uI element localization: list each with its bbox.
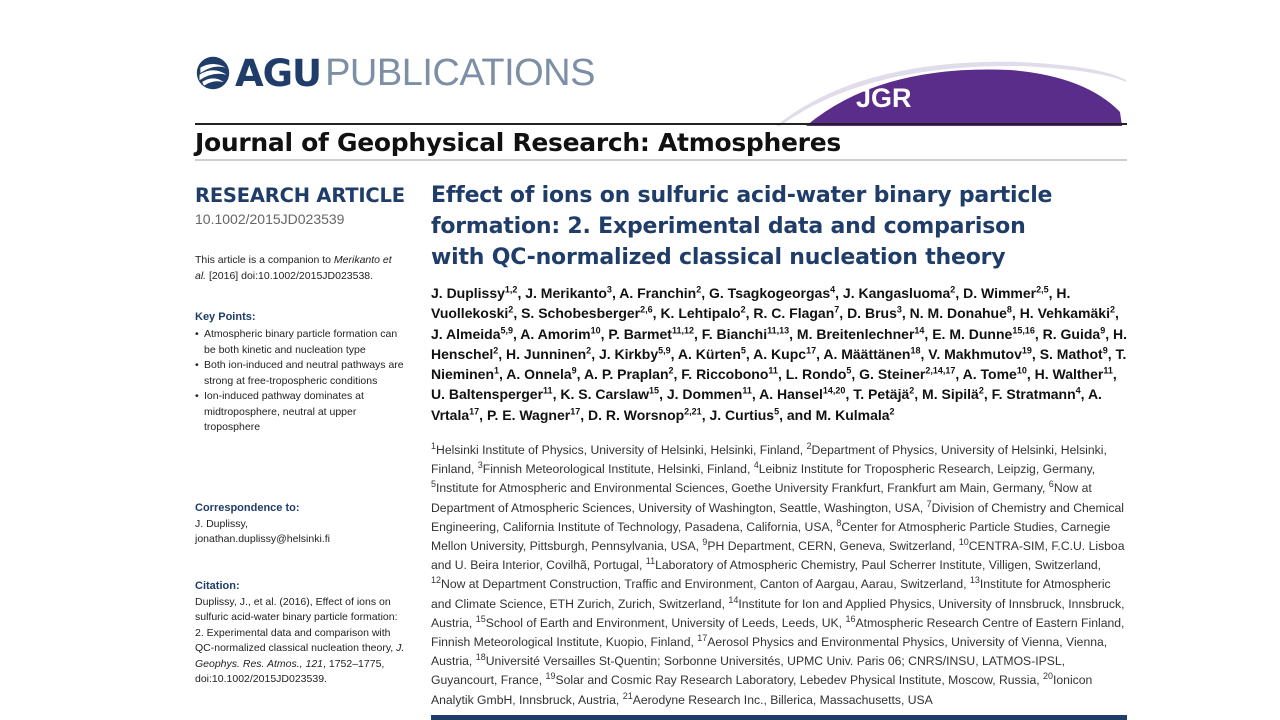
- author-name: A. Hansel: [759, 386, 823, 403]
- author-affiliation-mark: 19: [1021, 345, 1032, 356]
- author-affiliation-mark: 11: [768, 365, 778, 376]
- citation-heading: Citation:: [195, 580, 240, 592]
- citation: [195, 579, 405, 688]
- author-affiliation-mark: 2: [508, 304, 514, 315]
- author[interactable]: [506, 366, 576, 382]
- affiliation-number: 14: [728, 594, 739, 605]
- citation-journal: J. Geophys. Res. Atmos., 121: [195, 642, 405, 670]
- affiliation-text: Université Versailles St-Quentin; Sorbonne Universités, UPMC Univ. Paris 06; CNRS/INSU, LATMOS-IPSL, Guyancourt, France,: [431, 654, 1066, 688]
- author[interactable]: [678, 346, 746, 362]
- citation-body: [195, 595, 405, 688]
- author-affiliation-mark: 5,9: [658, 345, 671, 356]
- affiliation-text: Atmospheric Research Centre of Eastern Finland, Finnish Meteorological Institute, Kuopio, Finland,: [431, 615, 1125, 650]
- article-type: RESEARCH ARTICLE: [195, 184, 405, 207]
- author[interactable]: [1035, 366, 1113, 382]
- author-name: H. Junninen: [506, 345, 587, 362]
- affiliation-number: 4: [753, 460, 759, 471]
- author[interactable]: [560, 386, 659, 402]
- author-affiliation-mark: 5: [740, 345, 746, 356]
- author-name: M. Kulmala: [815, 406, 890, 423]
- author-name: S. Mathot: [1039, 345, 1103, 362]
- companion-note: [195, 252, 405, 284]
- article-doi[interactable]: 10.1002/2015JD023539: [195, 211, 345, 227]
- author-name: A. P. Praplan: [583, 366, 669, 383]
- author-name: T. Petäjä: [853, 386, 910, 403]
- affiliation-text: Leibniz Institute for Tropospheric Research, Leipzig, Germany,: [758, 462, 1096, 477]
- author-name: V. Makhmutov: [928, 345, 1022, 362]
- author-affiliation-mark: 15: [649, 385, 660, 396]
- author-affiliation-mark: 10: [590, 324, 601, 335]
- author[interactable]: [506, 346, 591, 362]
- author-name: M. Sipilä: [922, 386, 979, 403]
- author-affiliation-mark: 2,6: [640, 304, 653, 315]
- affiliation-number: 8: [836, 517, 842, 528]
- author-affiliation-mark: 8: [1006, 304, 1012, 315]
- affiliation-text: Ionicon Analytik GmbH, Innsbruck, Austria,: [431, 673, 1093, 707]
- author-affiliation-mark: 2: [668, 365, 674, 376]
- affiliation-text: Division of Chemistry and Chemical Engineering, California Institute of Technology, Pasadena, California, USA,: [431, 500, 1124, 534]
- author-affiliation-mark: 9: [1100, 324, 1106, 335]
- author-affiliation-mark: 2: [586, 345, 592, 356]
- affiliation-number: 6: [1048, 479, 1054, 490]
- title-line: Effect of ions on sulfuric acid-water binary particle: [431, 183, 1053, 208]
- affiliation-number: 3: [477, 460, 483, 471]
- author[interactable]: [584, 366, 674, 382]
- author[interactable]: [859, 366, 955, 382]
- author-name: E. M. Dunne: [932, 325, 1013, 342]
- key-points-heading: Key Points:: [195, 311, 256, 323]
- author[interactable]: [922, 386, 984, 402]
- author-affiliation-mark: 14: [914, 324, 925, 335]
- author-name: P. Barmet: [608, 325, 672, 342]
- author-affiliation-mark: 15,16: [1012, 324, 1035, 335]
- agu-globe-icon: [195, 55, 231, 91]
- author-name: A. Onnela: [506, 366, 572, 383]
- author-affiliation-mark: 4: [1075, 385, 1081, 396]
- author-name: A. Kürten: [677, 345, 741, 362]
- author-name: S. Schobesberger: [521, 305, 641, 322]
- author-affiliation-mark: 4: [830, 284, 836, 295]
- author[interactable]: [816, 407, 895, 423]
- author-name: J. Kangasluoma: [842, 285, 951, 301]
- author[interactable]: [660, 305, 745, 321]
- author-affiliation-mark: 2: [740, 304, 746, 315]
- author-affiliation-mark: 18: [910, 345, 921, 356]
- jgr-arc-badge: [770, 52, 1128, 128]
- correspondence: [195, 501, 405, 548]
- author-name: H. Henschel: [431, 325, 1127, 362]
- author-affiliation-mark: 3: [606, 284, 612, 295]
- author-name: D. Wimmer: [963, 285, 1037, 301]
- author-name: A. Tome: [962, 366, 1017, 383]
- author-affiliation-mark: 9: [1102, 345, 1108, 356]
- affiliation-text: Institute for Ion and Applied Physics, University of Innsbruck, Innsbruck, Austria,: [431, 596, 1125, 630]
- author[interactable]: [709, 285, 835, 301]
- author-affiliation-mark: 2: [889, 406, 895, 417]
- affiliation-text: PH Department, CERN, Geneva, Switzerland,: [707, 539, 959, 554]
- key-points-list: [195, 327, 405, 436]
- author-name: U. Baltensperger: [431, 386, 544, 403]
- affiliation-text: Institute for Atmospheric and Climate Science, ETH Zurich, Zurich, Switzerland,: [431, 577, 1111, 611]
- author-name: D. R. Worsnop: [587, 406, 685, 423]
- author[interactable]: [932, 326, 1035, 342]
- author-name: G. Steiner: [859, 366, 926, 383]
- author-name: M. Breitenlechner: [796, 325, 915, 342]
- author[interactable]: [753, 346, 816, 362]
- key-point: • Atmospheric binary particle formation can be both kinetic and nucleation type: [195, 327, 405, 358]
- author[interactable]: [608, 326, 694, 342]
- citation-text: Duplissy, J., et al. (2016), Effect of ions on sulfuric acid-water binary particle formation: 2. Experimental data and comparison with QC-normalized classical nucleation theory,: [195, 595, 398, 654]
- author-affiliation-mark: 14,20: [822, 385, 846, 396]
- author-name: K. Lehtipalo: [660, 305, 741, 322]
- author-name: N. M. Donahue: [909, 305, 1007, 322]
- author-name: G. Tsagkogeorgas: [709, 285, 831, 301]
- author[interactable]: [487, 407, 580, 423]
- affiliation-number: 9: [702, 536, 708, 547]
- bottom-bar: [431, 715, 1127, 720]
- affiliation-number: 10: [958, 536, 969, 547]
- affiliation-number: 19: [545, 671, 556, 682]
- affiliation-text: School of Earth and Environment, University of Leeds, Leeds, UK,: [485, 615, 846, 630]
- affiliation-text: CENTRA-SIM, F.C.U. Lisboa and U. Beira Interior, Covilhã, Portugal,: [431, 539, 1125, 573]
- affiliation-text: Solar and Cosmic Ray Research Laboratory, Lebedev Physical Institute, Moscow, Russia,: [555, 673, 1043, 688]
- author[interactable]: [753, 305, 839, 321]
- author-affiliation-mark: 3: [896, 304, 902, 315]
- author-affiliation-mark: 11: [742, 385, 752, 396]
- author[interactable]: [853, 386, 914, 402]
- author[interactable]: [963, 366, 1027, 382]
- author-affiliation-mark: 11: [543, 385, 553, 396]
- author[interactable]: [963, 285, 1049, 301]
- affiliation-number: 21: [622, 690, 633, 701]
- brand-main: AGU: [235, 51, 322, 95]
- author-name: L. Rondo: [785, 366, 847, 383]
- author-affiliation-mark: 2: [909, 385, 915, 396]
- author[interactable]: [823, 346, 920, 362]
- author[interactable]: [709, 407, 779, 423]
- author-name: J. Kirkby: [598, 345, 659, 362]
- author-name: J. Curtius: [709, 406, 775, 423]
- author[interactable]: [1043, 326, 1106, 342]
- citation-tail: , 1752–1775, doi:10.1002/2015JD023539.: [195, 657, 385, 685]
- author-name: K. S. Carslaw: [560, 386, 650, 403]
- affiliation-text: Aerodyne Research Inc., Billerica, Massachusetts, USA: [632, 692, 933, 707]
- affiliation-number: 18: [475, 652, 486, 663]
- jgr-label: JGR: [856, 83, 912, 113]
- author[interactable]: [619, 285, 701, 301]
- author[interactable]: [520, 326, 600, 342]
- author-affiliation-mark: 2: [696, 284, 702, 295]
- sidebar: [195, 184, 410, 685]
- affiliation-number: 15: [475, 613, 486, 624]
- affiliation-number: 5: [431, 479, 437, 490]
- author-name: F. Bianchi: [701, 325, 768, 342]
- affiliation-number: 17: [697, 632, 708, 643]
- author-affiliation-mark: 17: [806, 345, 817, 356]
- author[interactable]: [431, 326, 513, 342]
- agu-logo: [195, 52, 595, 94]
- author[interactable]: [702, 326, 789, 342]
- jgr-badge: [770, 52, 1128, 128]
- author[interactable]: [525, 285, 612, 301]
- author-affiliation-mark: 5,9: [500, 324, 514, 335]
- author-affiliation-mark: 9: [571, 365, 577, 376]
- author-name: A. Franchin: [619, 285, 697, 301]
- author[interactable]: [521, 305, 653, 321]
- affiliation-number: 12: [431, 575, 442, 586]
- author-affiliation-mark: 2,14,17: [925, 365, 956, 376]
- author-affiliation-mark: 11,12: [671, 324, 694, 335]
- author-name: R. C. Flagan: [753, 305, 835, 322]
- author-affiliation-mark: 11: [1103, 365, 1113, 376]
- author-name: A. Määttänen: [823, 345, 911, 362]
- affiliation-text: Now at Department of Atmospheric Sciences, University of Washington, Seattle, Washington, USA,: [431, 481, 1092, 515]
- title-line: with QC-normalized classical nucleation theory: [431, 245, 1006, 270]
- affiliation-number: 11: [645, 556, 656, 567]
- author[interactable]: [759, 386, 845, 402]
- brand-sub: PUBLICATIONS: [325, 52, 595, 94]
- author-affiliation-mark: 1: [494, 365, 500, 376]
- author[interactable]: [847, 305, 902, 321]
- author[interactable]: [681, 366, 778, 382]
- correspondence-email[interactable]: jonathan.duplissy@helsinki.fi: [195, 533, 330, 545]
- author-name: A. Amorim: [520, 325, 591, 342]
- author-affiliation-mark: 2,5: [1036, 284, 1049, 295]
- author-name: J. Dommen: [666, 386, 743, 403]
- author-name: D. Brus: [847, 305, 897, 322]
- companion-prefix: This article is a companion to: [195, 254, 334, 266]
- author-affiliation-mark: 10: [1016, 365, 1027, 376]
- author-affiliation-mark: 2: [978, 385, 984, 396]
- correspondence-name: J. Duplissy,: [195, 517, 248, 530]
- author[interactable]: [431, 285, 517, 301]
- author[interactable]: [588, 407, 702, 423]
- author-name: H. Walther: [1034, 366, 1104, 383]
- author[interactable]: [1020, 305, 1115, 321]
- author-name: H. Vehkamäki: [1019, 305, 1110, 322]
- author-affiliation-mark: 2: [493, 345, 499, 356]
- affiliation-text: Finnish Meteorological Institute, Helsinki, Finland,: [482, 462, 754, 477]
- author-affiliation-mark: 7: [834, 304, 840, 315]
- affiliation-number: 7: [926, 498, 932, 509]
- author-affiliation-mark: 2: [950, 284, 956, 295]
- affiliation-text: Institute for Atmospheric and Environmental Sciences, Goethe University Frankfurt, Frankfurt am Main, Germany,: [436, 481, 1049, 496]
- affiliation-number: 13: [969, 575, 980, 586]
- author-affiliation-mark: 2: [1109, 304, 1115, 315]
- author-affiliation-mark: 11,13: [767, 324, 790, 335]
- author-affiliation-mark: 17: [570, 406, 581, 417]
- affiliations: [431, 441, 1131, 710]
- author-name: T. Nieminen: [431, 345, 1127, 383]
- header-rule-top: [195, 123, 1127, 125]
- affiliation-text: Center for Atmospheric Particle Studies, Carnegie Mellon University, Pittsburgh, Pennsylvania, USA,: [431, 519, 1111, 554]
- author-name: H. Vuollekoski: [431, 285, 1071, 322]
- affiliation-number: 2: [806, 440, 812, 451]
- companion-author[interactable]: Merikanto et al.: [195, 254, 392, 282]
- journal-name: Journal of Geophysical Research: Atmospheres: [195, 128, 841, 157]
- author[interactable]: [599, 346, 671, 362]
- key-points: [195, 311, 405, 436]
- affiliation-number: 20: [1043, 671, 1054, 682]
- author[interactable]: [992, 386, 1081, 402]
- author-affiliation-mark: 5: [774, 406, 780, 417]
- author[interactable]: [910, 305, 1012, 321]
- author[interactable]: [928, 346, 1032, 362]
- article-main: [431, 180, 1131, 707]
- affiliation-number: 1: [431, 440, 437, 451]
- article-title: [431, 180, 1131, 273]
- author-name: F. Stratmann: [991, 386, 1076, 403]
- author-affiliation-mark: 1,2: [504, 284, 518, 295]
- header-rule-bottom: [195, 159, 1127, 161]
- author-name: J. Almeida: [431, 325, 501, 342]
- author-affiliation-mark: 5: [846, 365, 852, 376]
- author[interactable]: [797, 326, 925, 342]
- key-point: • Ion-induced pathway dominates at midtroposphere, neutral at upper troposphere: [195, 389, 405, 436]
- affiliation-text: Helsinki Institute of Physics, University of Helsinki, Helsinki, Finland,: [436, 443, 807, 457]
- author[interactable]: [843, 285, 955, 301]
- author[interactable]: [431, 386, 553, 402]
- key-point: • Both ion-induced and neutral pathways are strong at free-tropospheric conditions: [195, 358, 405, 389]
- author[interactable]: [1040, 346, 1108, 362]
- author-list: J. Duplissy$^{1,2}$, J. Merikanto$^3$, A. Franchin$^2$, G. Tsagkogeorgas$^4$, J. Kangasluoma$^2$, D. Wimmer$^{2,5}$, H. Vuollekoski$^2$, S. Schobesberger$^{2,6}$, K. Lehtipalo$^2$, R. C. Flagan$^7$, D. Brus$^3$, N. M. Donahue$^8$, H. Vehkamäki$^2$, J. Almeida$^{5,9}$, A. Amorim$^{10}$, P. Barmet$^{11,12}$, F. Bianchi$^{11,13}$, M. Breitenlechner$^{14}$, E. M. Dunne$^{15,16}$, R. Guida$^9$, H. Henschel$^2$, H. Junninen$^2$, J. Kirkby$^{5,9}$, A. Kürten$^5$, A. Kupc$^{17}$, A. Määttänen$^{18}$, V. Makhmutov$^{19}$, S. Mathot$^9$, T. Nieminen$^1$, A. Onnela$^9$, A. P. Praplan$^2$, F. Riccobono$^{11}$, L. Rondo$^5$, G. Steiner$^{2,14,17}$, A. Tome$^{10}$, H. Walther$^{11}$, U. Baltensperger$^{11}$, K. S. Carslaw$^{15}$, J. Dommen$^{11}$, A. Hansel$^{14,20}$, T. Petäjä$^2$, M. Sipilä$^2$, F. Stratmann$^4$, A. Vrtala$^{17}$, P. E. Wagner$^{17}$, D. R. Worsnop$^{2,21}$, J. Curtius$^5$, and M. Kulmala$^2$: [431, 284, 1127, 423]
- author-name: F. Riccobono: [681, 366, 769, 383]
- companion-suffix: [2016] doi:10.1002/2015JD023538.: [206, 270, 374, 282]
- correspondence-heading: Correspondence to:: [195, 502, 300, 514]
- author-name: J. Duplissy: [431, 285, 505, 301]
- author-name: A. Vrtala: [431, 386, 1102, 423]
- author-affiliation-mark: 17: [469, 406, 480, 417]
- affiliation-number: 16: [845, 613, 856, 624]
- affiliation-text: Aerosol Physics and Environmental Physics, University of Vienna, Vienna, Austria,: [431, 635, 1108, 669]
- author-name: P. E. Wagner: [486, 406, 571, 423]
- author[interactable]: [667, 386, 752, 402]
- title-line: formation: 2. Experimental data and comparison: [431, 214, 1026, 239]
- author-name: J. Merikanto: [525, 285, 607, 301]
- author-name: A. Kupc: [753, 345, 807, 362]
- affiliation-text: Now at Department Construction, Traffic and Environment, Canton of Aargau, Aarau, Switzerland,: [441, 577, 970, 592]
- affiliation-text: Laboratory of Atmospheric Chemistry, Paul Scherrer Institute, Villigen, Switzerland,: [655, 558, 1102, 573]
- author-affiliation-mark: 2,21: [684, 406, 702, 417]
- author[interactable]: [786, 366, 852, 382]
- affiliation-text: Department of Physics, University of Helsinki, Helsinki, Finland,: [431, 443, 1107, 477]
- author-name: R. Guida: [1042, 325, 1101, 342]
